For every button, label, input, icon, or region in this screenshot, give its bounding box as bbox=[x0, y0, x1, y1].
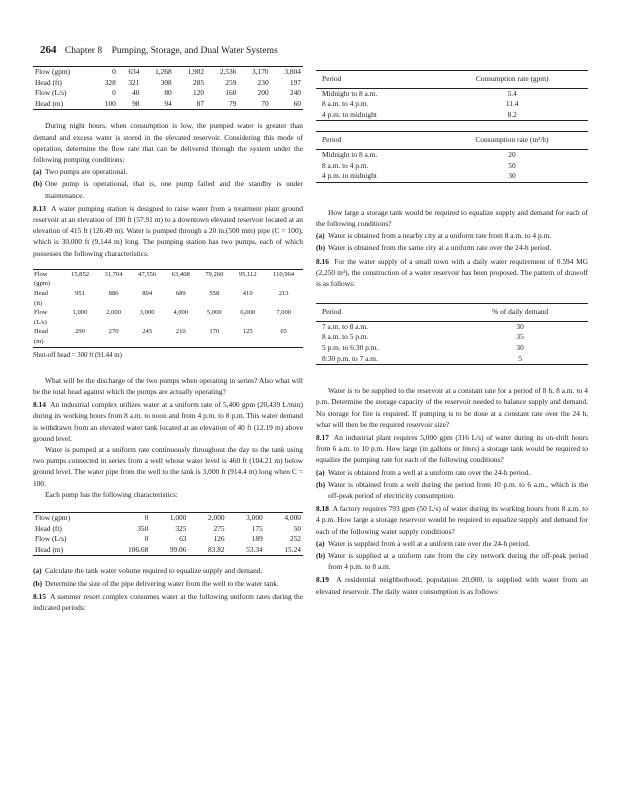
list-item bbox=[316, 467, 588, 478]
table-cell: 410 bbox=[242, 290, 253, 297]
table-cell: 804 bbox=[142, 290, 153, 297]
table-row bbox=[316, 321, 588, 332]
table-row bbox=[33, 308, 303, 318]
table-cell: 126 bbox=[213, 534, 225, 544]
table-cell bbox=[97, 279, 131, 289]
table-cell: (m) bbox=[34, 337, 44, 345]
table-row bbox=[33, 67, 303, 78]
problem-8-13 bbox=[33, 203, 303, 259]
table-cell: 197 bbox=[289, 77, 301, 87]
table-cell: 1,000 bbox=[72, 309, 88, 317]
table-cell: 7 a.m. to 8 a.m. bbox=[322, 321, 368, 331]
left-column bbox=[33, 66, 303, 613]
column-header: Period bbox=[322, 135, 342, 145]
table-row bbox=[33, 269, 303, 279]
problem-text: A summer resort complex consumes water at the following uniform rates during the indicated periods: bbox=[33, 591, 303, 612]
list-item-label: (b) bbox=[33, 179, 43, 189]
list-item bbox=[316, 538, 588, 549]
table-cell bbox=[198, 279, 232, 289]
table-row bbox=[316, 171, 588, 182]
table-cell: 30 bbox=[516, 342, 524, 352]
table-cell: 35 bbox=[516, 332, 524, 342]
table-cell: Head (m) bbox=[35, 98, 64, 108]
table-cell bbox=[264, 337, 303, 347]
table-cell: 308 bbox=[160, 77, 172, 87]
table-cell: 63 bbox=[179, 534, 187, 544]
page-number: 264 bbox=[40, 44, 57, 56]
problem-text: A residential neighborhood, population 20,000, is supplied with water from an elevated reservoir. The daily water consumption is as follows: bbox=[316, 575, 588, 596]
list-item-text: Water is obtained from the same city at a uniform rate over the 24-h period. bbox=[328, 243, 552, 253]
table-cell: 15.24 bbox=[284, 544, 301, 554]
table-cell bbox=[63, 318, 97, 328]
table-row bbox=[316, 343, 588, 354]
table-row bbox=[33, 337, 303, 347]
table-cell: 4 p.m. to midnight bbox=[322, 109, 377, 119]
table-cell: 65 bbox=[280, 328, 287, 336]
list-item-text: Water is supplied at a uniform rate from the city network during the off-peak period from 4 p.m. to 8 a.m. bbox=[328, 550, 588, 572]
table-cell: 4,000 bbox=[173, 309, 189, 317]
table-cell: 245 bbox=[142, 328, 153, 336]
table-cell: 0 bbox=[112, 67, 116, 76]
consumption-table-gpm bbox=[316, 70, 588, 121]
table-cell: 53.34 bbox=[246, 544, 263, 554]
problem-8-16 bbox=[316, 256, 588, 290]
problem-number: 8.19 bbox=[316, 575, 329, 585]
table-cell: 350 bbox=[137, 523, 149, 533]
table-cell: (L/s) bbox=[34, 318, 47, 326]
list-item-text: Water is supplied from a well at a uniform rate over the 24-h period. bbox=[328, 538, 530, 548]
table-row bbox=[33, 299, 303, 309]
table-cell bbox=[231, 299, 264, 309]
table-cell: 0 bbox=[112, 88, 116, 98]
table-cell: 79,260 bbox=[205, 270, 224, 278]
table-cell: 83.82 bbox=[207, 544, 225, 554]
table-cell: 99.06 bbox=[169, 544, 187, 554]
table-cell: 689 bbox=[175, 290, 186, 297]
table-cell bbox=[97, 337, 131, 347]
table-cell: 285 bbox=[192, 77, 205, 87]
problem-8-14-list bbox=[33, 565, 303, 588]
table-cell: 1,268 bbox=[155, 67, 172, 76]
list-item-text: Water is obtained from a well at a uniform rate over the 24-h period. bbox=[328, 467, 531, 477]
problem-text: For the water supply of a small town with a daily water requirement of 0.594 MG (2,250 m³), the construction of a water reservoir has been proposed. The pattern of drawoff is as follows: bbox=[316, 256, 588, 288]
table-cell bbox=[164, 279, 198, 289]
column-header: Period bbox=[322, 307, 342, 317]
list-item-text: One pump is operational, that is, one pump failed and the standby is under maintenance. bbox=[45, 179, 303, 200]
problem-number: 8.17 bbox=[316, 432, 329, 442]
list-item-label: (a) bbox=[33, 167, 42, 177]
table-cell bbox=[130, 337, 164, 347]
problem-text: An industrial complex utilizes water at a uniform rate of 5,400 gpm (20,439 L/min) during its working hours from 8 a.m. to noon and from 4 p.m. to 8 p.m. This water demand is withdrawn from an elevated water tank located at an elevation of 40 ft (12.19 m) above ground level. bbox=[33, 400, 303, 443]
table-cell: 210 bbox=[175, 328, 186, 336]
table-cell: 30 bbox=[508, 171, 516, 181]
list-item bbox=[316, 230, 588, 241]
right-column bbox=[316, 66, 588, 597]
problem-text: A water pumping station is designed to raise water from a treatment plant ground reservoir at an elevation of 190 ft (57.91 m) to a downtown elevated reservoir located at an elevation of 415 ft (126.49 m). Water is pumped through a 20 in.(500 mm) pipe (C = 100), which is 30,000 ft (9,144 m) long. The pumping station has two pumps, each of which possesses the following characteristics: bbox=[33, 203, 303, 258]
table-cell: 230 bbox=[257, 77, 269, 87]
list-item bbox=[33, 178, 303, 200]
table-cell: Flow (L/s) bbox=[35, 88, 67, 98]
table-cell: Midnight to 8 a.m. bbox=[322, 149, 378, 159]
table-cell: 120 bbox=[192, 88, 205, 98]
table-cell: 328 bbox=[104, 77, 116, 87]
table-cell: 270 bbox=[108, 328, 119, 336]
pump-table-3 bbox=[33, 512, 303, 556]
table-cell: 3,000 bbox=[139, 309, 155, 317]
consumption-table-m3h bbox=[316, 131, 588, 182]
table-cell bbox=[97, 299, 131, 309]
table-row bbox=[316, 99, 588, 110]
table-row bbox=[33, 534, 303, 545]
problem-8-17 bbox=[316, 432, 588, 466]
list-item bbox=[316, 479, 588, 501]
list-item-label: (b) bbox=[316, 550, 326, 560]
table-cell: Midnight to 8 a.m. bbox=[322, 88, 378, 98]
table-cell bbox=[63, 337, 97, 347]
table-cell: 175 bbox=[251, 523, 263, 533]
table-cell: 5 p.m. to 6:30 p.m. bbox=[322, 342, 379, 352]
table-cell: 252 bbox=[289, 534, 301, 544]
table-row bbox=[316, 354, 588, 365]
table-cell: Head bbox=[34, 328, 48, 336]
list-item bbox=[33, 565, 303, 576]
table-cell: 47,556 bbox=[138, 270, 157, 278]
table-cell: 106.68 bbox=[127, 544, 149, 554]
table-cell: 170 bbox=[209, 328, 220, 336]
table-cell: 15,852 bbox=[70, 270, 90, 278]
column-header: Consumption rate (m³/h) bbox=[475, 135, 549, 145]
table-cell bbox=[264, 279, 303, 289]
problem-number: 8.16 bbox=[316, 256, 329, 266]
table-cell: 5 bbox=[518, 353, 522, 363]
list-item bbox=[316, 242, 588, 253]
table-cell: 0 bbox=[144, 534, 149, 544]
table-cell: 951 bbox=[75, 290, 85, 297]
list-item-label: (b) bbox=[316, 243, 326, 253]
problem-number: 8.15 bbox=[33, 591, 46, 601]
table-cell bbox=[198, 318, 232, 328]
shutoff-head-note: Shut-off head = 300 ft (91.44 m) bbox=[33, 347, 303, 361]
list-item bbox=[33, 578, 303, 589]
paragraph-pump-characteristics: Each pump has the following characteristics: bbox=[45, 489, 178, 499]
table-cell: 8 a.m. to 4 p.m. bbox=[322, 99, 369, 109]
table-cell: 80 bbox=[164, 88, 172, 98]
table-cell bbox=[63, 279, 97, 289]
table-row bbox=[316, 149, 588, 160]
list-item bbox=[316, 550, 588, 572]
table-cell: (gpm) bbox=[34, 280, 51, 288]
table-cell: 31,704 bbox=[104, 270, 123, 278]
table-cell: 189 bbox=[251, 534, 263, 544]
table-cell: 3,170 bbox=[252, 67, 269, 76]
table-cell: 0 bbox=[144, 513, 149, 522]
table-cell: 2,000 bbox=[207, 513, 225, 522]
table-cell: 2,000 bbox=[106, 309, 121, 317]
problem-8-18 bbox=[316, 503, 588, 537]
list-item-label: (a) bbox=[316, 467, 325, 477]
problem-8-17-list bbox=[316, 467, 588, 502]
table-cell bbox=[231, 279, 264, 289]
table-cell: 50 bbox=[293, 523, 301, 533]
table-cell: Head (ft) bbox=[35, 77, 62, 87]
paragraph-night-hours: During night hours, when consumption is low, the pumped water is greater than demand and excess water is stored in the elevated reservoir. Considering this mode of operation, determine the flow rate that can be delivered through the system under the following pumping conditions: bbox=[33, 121, 303, 164]
table-cell: 160 bbox=[225, 88, 237, 98]
problem-8-19 bbox=[316, 574, 588, 596]
table-cell: 40 bbox=[132, 88, 140, 98]
table-row bbox=[33, 513, 303, 524]
table-row bbox=[33, 99, 303, 110]
table-row bbox=[33, 318, 303, 328]
list-item-text: Two pumps are operational. bbox=[45, 167, 128, 177]
table-cell: 95,112 bbox=[238, 270, 257, 278]
table-cell: Flow bbox=[34, 270, 48, 278]
list-item-label: (b) bbox=[316, 479, 326, 489]
pump-table-1 bbox=[33, 66, 303, 110]
table-cell: 70 bbox=[261, 98, 269, 108]
table-cell bbox=[63, 299, 97, 309]
table-cell: Head (ft) bbox=[35, 523, 62, 533]
table-cell: Flow (gpm) bbox=[35, 513, 71, 522]
table-row bbox=[316, 161, 588, 172]
table-cell: 100 bbox=[104, 98, 116, 108]
column-header: Period bbox=[322, 74, 342, 83]
table-cell: 8 a.m. to 4 p.m. bbox=[322, 160, 369, 170]
table-row bbox=[33, 88, 303, 99]
table-cell: 5.4 bbox=[507, 88, 517, 98]
table-cell: 125 bbox=[242, 328, 253, 336]
table-cell: 63,408 bbox=[171, 270, 190, 278]
table-row bbox=[33, 78, 303, 89]
table-cell: 259 bbox=[225, 77, 237, 87]
list-item-text: Water is obtained from a well during the period from 10 p.m. to 6 a.m., which is the off-peak period of electricity consumption. bbox=[328, 479, 588, 500]
table-cell: Head (m) bbox=[35, 544, 64, 554]
table-cell bbox=[97, 318, 131, 328]
table-cell: 3,000 bbox=[246, 513, 263, 522]
running-header bbox=[40, 44, 278, 56]
pump-table-2 bbox=[33, 269, 303, 347]
table-cell bbox=[164, 299, 198, 309]
chapter-label: Chapter 8 bbox=[64, 46, 103, 56]
table-cell: Flow (L/s) bbox=[35, 534, 67, 544]
problem-text: An industrial plant requires 5,000 gpm (316 L/s) of water during its on-shift hours from 6 a.m. to 10 p.m. How large (in gallons or liters) a storage tank would be required to equalize the pumping rate for each of the following conditions? bbox=[316, 432, 588, 465]
table-cell: 1,000 bbox=[169, 513, 187, 522]
list-item-label: (a) bbox=[33, 566, 42, 576]
table-cell: 290 bbox=[75, 328, 85, 336]
problem-8-14 bbox=[33, 399, 303, 444]
table-cell: 7,000 bbox=[276, 309, 292, 317]
table-cell bbox=[198, 337, 232, 347]
problem-8-15 bbox=[33, 591, 303, 613]
table-cell: 3,804 bbox=[284, 67, 301, 76]
column-header: Consumption rate (gpm) bbox=[475, 74, 549, 83]
table-cell bbox=[231, 337, 264, 347]
table-cell bbox=[130, 318, 164, 328]
table-cell: 200 bbox=[257, 88, 269, 98]
pumping-conditions-list bbox=[33, 166, 303, 201]
table-row bbox=[316, 88, 588, 99]
table-cell: 110,964 bbox=[273, 270, 295, 278]
table-row bbox=[33, 524, 303, 535]
table-cell bbox=[264, 299, 303, 309]
problem-text: A factory requires 793 gpm (50 L/s) of water during its working hours from 8 a.m. to 4 p.m. How large a storage reservoir would be required to equalize supply and demand for each of the following water supply conditions? bbox=[316, 504, 588, 536]
list-item-text: Water is obtained from a nearby city at a uniform rate from 8 a.m. to 4 p.m. bbox=[328, 231, 552, 241]
table-cell: 8.2 bbox=[507, 109, 517, 119]
list-item-text: Determine the size of the pipe delivering water from the well to the water tank. bbox=[45, 578, 279, 588]
table-cell: 321 bbox=[128, 77, 140, 87]
list-item-label: (b) bbox=[33, 578, 43, 588]
table-row bbox=[33, 545, 303, 556]
problem-number: 8.14 bbox=[33, 400, 46, 410]
table-cell bbox=[164, 337, 198, 347]
table-cell: 634 bbox=[128, 67, 140, 76]
table-cell: 4,000 bbox=[284, 513, 301, 522]
table-cell: 30 bbox=[516, 321, 524, 331]
table-cell: 325 bbox=[175, 523, 187, 533]
table-cell: 98 bbox=[132, 98, 140, 108]
table-cell: 240 bbox=[289, 88, 301, 98]
table-cell: 79 bbox=[228, 98, 237, 108]
paragraph-constant-rate: Water is to be supplied to the reservoir at a constant rate for a period of 8 h, 8 a.m. to 4 p.m. Determine the storage capacity of the reservoir needed to balance supply and demand. No storage for fire is required. If pumping is to be done at a constant rate over the 24 h, what will then be the required reservoir size? bbox=[316, 386, 588, 429]
table-cell: 5,000 bbox=[206, 309, 222, 317]
paragraph-series-question: What will be the discharge of the two pumps when operating in series? Also what will be the total head against which the pumps are actually operating? bbox=[33, 375, 303, 396]
chapter-title: Pumping, Storage, and Dual Water Systems bbox=[111, 46, 278, 56]
table-cell bbox=[164, 318, 198, 328]
paragraph-storage-question: How large a storage tank would be required to equalize supply and demand for each of the following conditions? bbox=[316, 207, 588, 228]
table-cell: 20 bbox=[508, 149, 516, 159]
table-row bbox=[33, 327, 303, 337]
table-cell bbox=[231, 318, 264, 328]
table-cell: 87 bbox=[196, 98, 205, 108]
table-cell: Head bbox=[34, 290, 48, 297]
list-item-text: Calculate the tank water volume required to equalize supply and demand. bbox=[45, 566, 263, 576]
table-cell: 213 bbox=[278, 290, 289, 297]
table-cell: 4 p.m. to midnight bbox=[322, 171, 377, 181]
table-cell: 94 bbox=[164, 98, 172, 108]
table-cell bbox=[264, 318, 303, 328]
table-cell: (ft) bbox=[34, 299, 43, 307]
list-item-label: (a) bbox=[316, 538, 325, 548]
table-cell: 1,902 bbox=[187, 67, 205, 76]
table-cell: 558 bbox=[209, 290, 220, 297]
table-cell bbox=[130, 279, 164, 289]
list-item-label: (a) bbox=[316, 231, 325, 241]
table-cell: 886 bbox=[108, 290, 119, 297]
table-cell bbox=[130, 299, 164, 309]
table-row bbox=[33, 289, 303, 299]
list-item bbox=[33, 166, 303, 177]
table-cell: Flow bbox=[34, 309, 48, 317]
problem-number: 8.13 bbox=[33, 203, 46, 213]
column-header: % of daily demand bbox=[492, 307, 549, 317]
table-row bbox=[316, 110, 588, 121]
table-cell: 275 bbox=[213, 523, 225, 533]
table-cell: 50 bbox=[508, 160, 516, 170]
table-row bbox=[33, 279, 303, 289]
table-cell: Flow (gpm) bbox=[35, 67, 71, 76]
problem-number: 8.18 bbox=[316, 504, 329, 514]
table-cell: 2,536 bbox=[219, 67, 237, 76]
table-cell: 11.4 bbox=[505, 99, 519, 109]
table-cell bbox=[198, 299, 232, 309]
storage-conditions-list bbox=[316, 230, 588, 253]
problem-8-18-list bbox=[316, 538, 588, 573]
table-cell: 60 bbox=[293, 98, 301, 108]
paragraph-well-pumping: Water is pumped at a uniform rate continuously throughout the day to the tank using two pumps connected in series from a well whose water level is 460 ft (104.21 m) below ground level. The water pipe from the well to the tank is 3,000 ft (914.4 m) long when C = 100. bbox=[33, 444, 303, 488]
table-cell: 6,000 bbox=[240, 309, 256, 317]
table-cell: 8 a.m. to 5 p.m. bbox=[322, 332, 369, 342]
drawoff-table bbox=[316, 303, 588, 365]
table-cell: 8:30 p.m. to 7 a.m. bbox=[322, 353, 378, 363]
table-row bbox=[316, 332, 588, 343]
